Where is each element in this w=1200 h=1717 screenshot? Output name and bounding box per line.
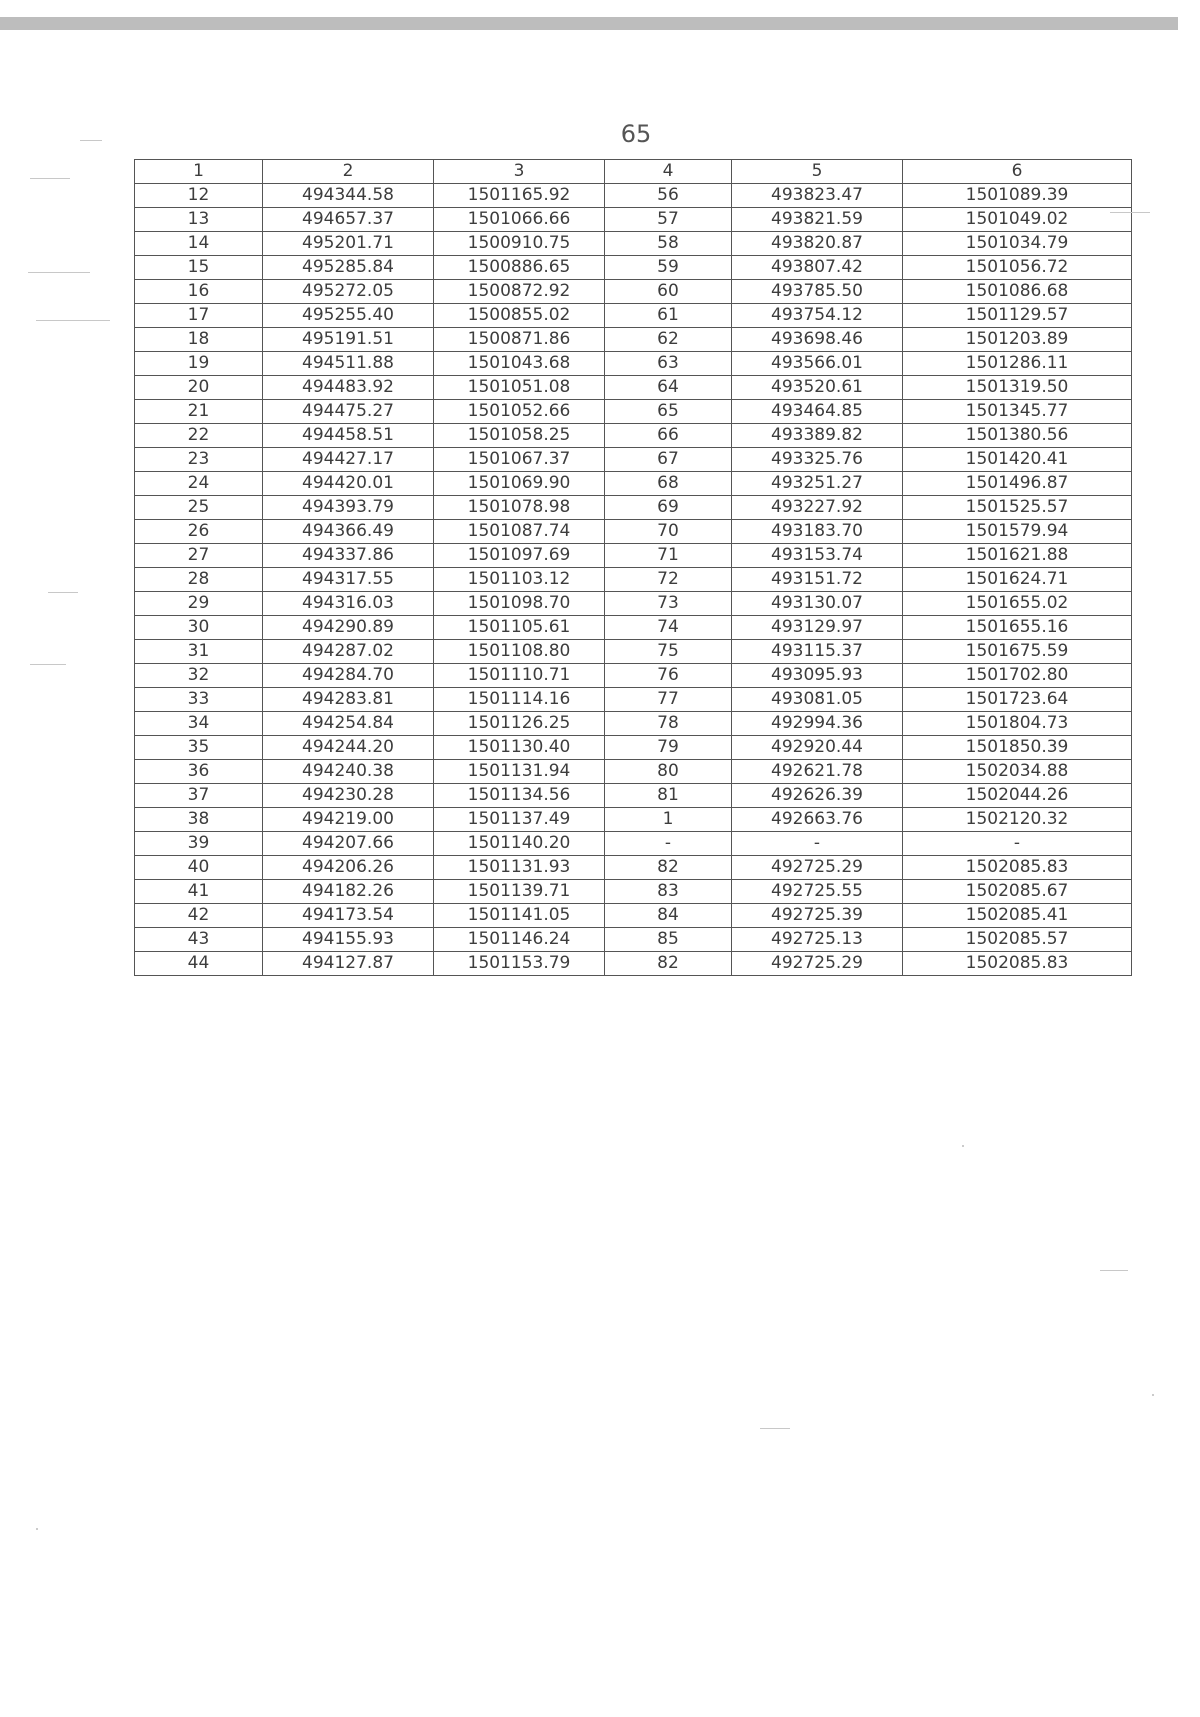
scan-noise (36, 320, 110, 321)
table-cell: 1501131.93 (434, 856, 605, 880)
table-cell: 1501043.68 (434, 352, 605, 376)
table-cell: 1501067.37 (434, 448, 605, 472)
table-row (135, 208, 1132, 232)
table-cell: 1501380.56 (903, 424, 1132, 448)
table-cell: 20 (135, 376, 263, 400)
table-cell: 1502085.83 (903, 856, 1132, 880)
table-cell: 1501058.25 (434, 424, 605, 448)
table-cell: 1501086.68 (903, 280, 1132, 304)
scan-noise (48, 592, 78, 593)
table-cell: 493823.47 (732, 184, 903, 208)
table-cell: 42 (135, 904, 263, 928)
table-cell: 494290.89 (263, 616, 434, 640)
table-cell: 1501286.11 (903, 352, 1132, 376)
table-cell: 32 (135, 664, 263, 688)
table-cell: 38 (135, 808, 263, 832)
table-cell: 493566.01 (732, 352, 903, 376)
table-cell: 1500872.92 (434, 280, 605, 304)
table-row (135, 448, 1132, 472)
table-cell: 494475.27 (263, 400, 434, 424)
table-cell: 15 (135, 256, 263, 280)
scan-noise (30, 664, 66, 665)
table-cell: 495255.40 (263, 304, 434, 328)
table-cell: 1501034.79 (903, 232, 1132, 256)
table-cell: 28 (135, 568, 263, 592)
table-cell: 39 (135, 832, 263, 856)
scan-noise (1100, 1270, 1128, 1271)
table-cell: 61 (605, 304, 732, 328)
table-cell: 492725.29 (732, 856, 903, 880)
scan-noise (80, 140, 102, 141)
table-row (135, 640, 1132, 664)
table-cell: 494173.54 (263, 904, 434, 928)
table-row (135, 856, 1132, 880)
table-cell: 494337.86 (263, 544, 434, 568)
table-cell: 1501126.25 (434, 712, 605, 736)
table-cell: 1501069.90 (434, 472, 605, 496)
table-cell: 494427.17 (263, 448, 434, 472)
table-cell: 1501052.66 (434, 400, 605, 424)
table-cell: 1500886.65 (434, 256, 605, 280)
table-cell: 75 (605, 640, 732, 664)
table-cell: 1501140.20 (434, 832, 605, 856)
scan-noise (30, 178, 70, 179)
table-cell: 1501087.74 (434, 520, 605, 544)
table-cell: 60 (605, 280, 732, 304)
table-cell: 84 (605, 904, 732, 928)
table-cell: 493325.76 (732, 448, 903, 472)
table-cell: 58 (605, 232, 732, 256)
table-cell: 25 (135, 496, 263, 520)
table-row (135, 592, 1132, 616)
table-row (135, 496, 1132, 520)
table-cell: 492725.55 (732, 880, 903, 904)
table-cell: 65 (605, 400, 732, 424)
table-cell: 1502085.83 (903, 952, 1132, 976)
table-cell: 1501579.94 (903, 520, 1132, 544)
table-cell: 1501056.72 (903, 256, 1132, 280)
table-cell: 68 (605, 472, 732, 496)
table-cell: 1502044.26 (903, 784, 1132, 808)
table-cell: 1501105.61 (434, 616, 605, 640)
table-cell: 1500855.02 (434, 304, 605, 328)
table-cell: 1501655.02 (903, 592, 1132, 616)
table-cell: 40 (135, 856, 263, 880)
table-row (135, 328, 1132, 352)
table-cell: 495285.84 (263, 256, 434, 280)
table-cell: 74 (605, 616, 732, 640)
table-cell: 44 (135, 952, 263, 976)
table-cell: 66 (605, 424, 732, 448)
table-cell: 494483.92 (263, 376, 434, 400)
table-cell: 1501702.80 (903, 664, 1132, 688)
table-cell: 494244.20 (263, 736, 434, 760)
table-cell: 36 (135, 760, 263, 784)
table-cell: 1501110.71 (434, 664, 605, 688)
table-cell: 63 (605, 352, 732, 376)
table-cell: 493820.87 (732, 232, 903, 256)
table-cell: 12 (135, 184, 263, 208)
table-cell: 493698.46 (732, 328, 903, 352)
table-cell: 494316.03 (263, 592, 434, 616)
table-cell: 71 (605, 544, 732, 568)
table-cell: 35 (135, 736, 263, 760)
table-cell: 77 (605, 688, 732, 712)
table-cell: 493151.72 (732, 568, 903, 592)
table-cell: 1501114.16 (434, 688, 605, 712)
table-body (135, 184, 1132, 976)
table-cell: 19 (135, 352, 263, 376)
table-row (135, 928, 1132, 952)
table-row (135, 400, 1132, 424)
column-header: 4 (605, 160, 732, 184)
table-row (135, 952, 1132, 976)
table-cell: 493807.42 (732, 256, 903, 280)
table-cell: 494287.02 (263, 640, 434, 664)
table-cell: 79 (605, 736, 732, 760)
table-cell: 494393.79 (263, 496, 434, 520)
table-cell: 494127.87 (263, 952, 434, 976)
scan-noise (1110, 212, 1150, 213)
table-row (135, 280, 1132, 304)
table-cell: 1501131.94 (434, 760, 605, 784)
table-cell: 492725.29 (732, 952, 903, 976)
table-cell: 1502085.57 (903, 928, 1132, 952)
table-cell: - (732, 832, 903, 856)
table-cell: 1501051.08 (434, 376, 605, 400)
table-row (135, 304, 1132, 328)
table-row (135, 472, 1132, 496)
table-cell: 1500910.75 (434, 232, 605, 256)
table-cell: 1501496.87 (903, 472, 1132, 496)
table-cell: 1501420.41 (903, 448, 1132, 472)
table-cell: 493785.50 (732, 280, 903, 304)
column-header: 1 (135, 160, 263, 184)
scan-noise (1152, 1394, 1154, 1396)
table-cell: 34 (135, 712, 263, 736)
table-cell: 1501804.73 (903, 712, 1132, 736)
table-cell: 492663.76 (732, 808, 903, 832)
table-cell: 1501089.39 (903, 184, 1132, 208)
table-row (135, 616, 1132, 640)
table-row (135, 736, 1132, 760)
table-cell: 57 (605, 208, 732, 232)
table-cell: 493115.37 (732, 640, 903, 664)
table-cell: 1501049.02 (903, 208, 1132, 232)
table-cell: 494317.55 (263, 568, 434, 592)
table-cell: 492626.39 (732, 784, 903, 808)
table-cell: 1501319.50 (903, 376, 1132, 400)
table-cell: 493464.85 (732, 400, 903, 424)
table-cell: 493129.97 (732, 616, 903, 640)
table-cell: 1502120.32 (903, 808, 1132, 832)
table-cell: 1501655.16 (903, 616, 1132, 640)
table-cell: 27 (135, 544, 263, 568)
table-cell: 492725.13 (732, 928, 903, 952)
table-cell: 494366.49 (263, 520, 434, 544)
table-cell: 23 (135, 448, 263, 472)
table-cell: 493130.07 (732, 592, 903, 616)
table-cell: 493821.59 (732, 208, 903, 232)
table-cell: 493183.70 (732, 520, 903, 544)
table-cell: 494657.37 (263, 208, 434, 232)
table-cell: 494284.70 (263, 664, 434, 688)
table-cell: 14 (135, 232, 263, 256)
table-cell: 21 (135, 400, 263, 424)
table-cell: 1501621.88 (903, 544, 1132, 568)
table-cell: - (605, 832, 732, 856)
table-cell: 494420.01 (263, 472, 434, 496)
table-cell: - (903, 832, 1132, 856)
table-cell: 69 (605, 496, 732, 520)
table-cell: 1501129.57 (903, 304, 1132, 328)
table-cell: 1502085.67 (903, 880, 1132, 904)
table-cell: 494155.93 (263, 928, 434, 952)
table-cell: 1501141.05 (434, 904, 605, 928)
table-cell: 1500871.86 (434, 328, 605, 352)
table-cell: 1501066.66 (434, 208, 605, 232)
table-cell: 494511.88 (263, 352, 434, 376)
scan-noise (760, 1428, 790, 1429)
table-cell: 1 (605, 808, 732, 832)
table-row (135, 784, 1132, 808)
table-row (135, 352, 1132, 376)
table-cell: 1501098.70 (434, 592, 605, 616)
table-cell: 80 (605, 760, 732, 784)
table-cell: 1501850.39 (903, 736, 1132, 760)
table-cell: 494283.81 (263, 688, 434, 712)
table-cell: 493095.93 (732, 664, 903, 688)
table-row (135, 664, 1132, 688)
column-header: 3 (434, 160, 605, 184)
table-cell: 73 (605, 592, 732, 616)
table-row (135, 568, 1132, 592)
table-cell: 492725.39 (732, 904, 903, 928)
table-cell: 493520.61 (732, 376, 903, 400)
table-cell: 1501130.40 (434, 736, 605, 760)
table-row (135, 904, 1132, 928)
table-cell: 1501137.49 (434, 808, 605, 832)
table-cell: 492920.44 (732, 736, 903, 760)
table-cell: 85 (605, 928, 732, 952)
table-cell: 493153.74 (732, 544, 903, 568)
table-cell: 37 (135, 784, 263, 808)
table-cell: 494458.51 (263, 424, 434, 448)
table-row (135, 520, 1132, 544)
table-cell: 16 (135, 280, 263, 304)
table-cell: 493389.82 (732, 424, 903, 448)
table-cell: 494230.28 (263, 784, 434, 808)
table-row (135, 544, 1132, 568)
table-cell: 1501675.59 (903, 640, 1132, 664)
scan-noise (962, 1145, 964, 1147)
table-cell: 70 (605, 520, 732, 544)
table-cell: 81 (605, 784, 732, 808)
table-row (135, 688, 1132, 712)
table-row (135, 808, 1132, 832)
table-cell: 1501078.98 (434, 496, 605, 520)
scan-top-bar (0, 17, 1178, 30)
table-cell: 76 (605, 664, 732, 688)
table-cell: 62 (605, 328, 732, 352)
column-header: 5 (732, 160, 903, 184)
table-cell: 493227.92 (732, 496, 903, 520)
table-cell: 29 (135, 592, 263, 616)
table-cell: 30 (135, 616, 263, 640)
table-cell: 1501624.71 (903, 568, 1132, 592)
table-row (135, 184, 1132, 208)
table-cell: 31 (135, 640, 263, 664)
table-cell: 56 (605, 184, 732, 208)
table-cell: 17 (135, 304, 263, 328)
table-cell: 33 (135, 688, 263, 712)
table-cell: 82 (605, 856, 732, 880)
scan-noise (36, 1528, 38, 1530)
table-cell: 82 (605, 952, 732, 976)
table-row (135, 880, 1132, 904)
table-cell: 1501097.69 (434, 544, 605, 568)
table-cell: 494206.26 (263, 856, 434, 880)
table-cell: 1501134.56 (434, 784, 605, 808)
table-cell: 24 (135, 472, 263, 496)
table-cell: 1501146.24 (434, 928, 605, 952)
table-cell: 1502034.88 (903, 760, 1132, 784)
table-cell: 1501165.92 (434, 184, 605, 208)
table-cell: 493081.05 (732, 688, 903, 712)
table-cell: 493754.12 (732, 304, 903, 328)
column-header: 2 (263, 160, 434, 184)
table-row (135, 232, 1132, 256)
table-cell: 83 (605, 880, 732, 904)
table-cell: 72 (605, 568, 732, 592)
table-cell: 43 (135, 928, 263, 952)
column-header: 6 (903, 160, 1132, 184)
table-cell: 78 (605, 712, 732, 736)
table-cell: 494254.84 (263, 712, 434, 736)
table-row (135, 424, 1132, 448)
table-cell: 493251.27 (732, 472, 903, 496)
table-cell: 494219.00 (263, 808, 434, 832)
table-cell: 22 (135, 424, 263, 448)
coordinates-table (134, 159, 1132, 976)
table-cell: 1501108.80 (434, 640, 605, 664)
table-cell: 1501139.71 (434, 880, 605, 904)
table-cell: 495201.71 (263, 232, 434, 256)
table-cell: 64 (605, 376, 732, 400)
table-cell: 494344.58 (263, 184, 434, 208)
table-row (135, 712, 1132, 736)
table-row (135, 832, 1132, 856)
table-cell: 1501525.57 (903, 496, 1132, 520)
table-row (135, 760, 1132, 784)
table-cell: 59 (605, 256, 732, 280)
table-row (135, 256, 1132, 280)
table-cell: 13 (135, 208, 263, 232)
table-row (135, 376, 1132, 400)
scan-noise (28, 272, 90, 273)
table-cell: 1501153.79 (434, 952, 605, 976)
table-cell: 1501103.12 (434, 568, 605, 592)
table-cell: 492994.36 (732, 712, 903, 736)
table-cell: 67 (605, 448, 732, 472)
table-cell: 492621.78 (732, 760, 903, 784)
table-cell: 494182.26 (263, 880, 434, 904)
table-cell: 494240.38 (263, 760, 434, 784)
table-cell: 26 (135, 520, 263, 544)
header-row (135, 160, 1132, 184)
table-cell: 1501723.64 (903, 688, 1132, 712)
table-cell: 1501203.89 (903, 328, 1132, 352)
table-cell: 41 (135, 880, 263, 904)
table-cell: 18 (135, 328, 263, 352)
table-cell: 495191.51 (263, 328, 434, 352)
table-cell: 1502085.41 (903, 904, 1132, 928)
table-cell: 1501345.77 (903, 400, 1132, 424)
table-cell: 494207.66 (263, 832, 434, 856)
page-number: 65 (620, 120, 652, 148)
table-cell: 495272.05 (263, 280, 434, 304)
